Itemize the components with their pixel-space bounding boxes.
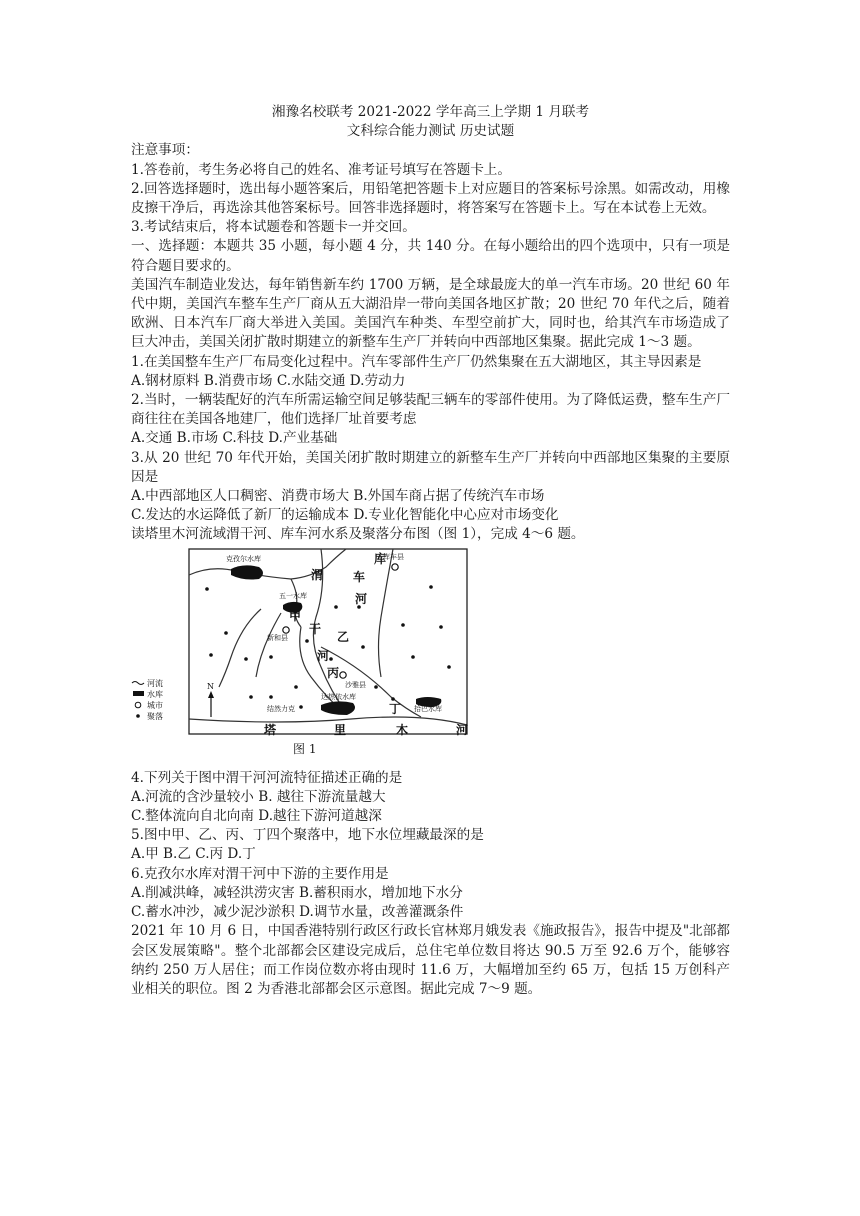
- legend-settlement-icon: [136, 714, 140, 718]
- exam-content: [131, 103, 730, 999]
- label-yi: 乙: [337, 629, 350, 644]
- river-west-2: [256, 613, 281, 677]
- question-3-options-c-d: C.发达的水运降低了新厂的运输成本 D.专业化智能化中心应对市场变化: [131, 507, 559, 524]
- notice-item-3: 3.考试结束后，将本试题卷和答题卡一并交回。: [131, 219, 416, 236]
- label-ta: 塔: [264, 722, 277, 737]
- section-intro: 一、选择题：本题共 35 小题，每小题 4 分，共 140 分。在每小题给出的四个选项中，只有一项是符合题目要求的。: [131, 238, 730, 274]
- figure-1-caption: 图 1: [293, 741, 317, 756]
- label-he-kuche: 河: [355, 591, 368, 606]
- question-6-options-a-b: A.削减洪峰，减轻洪涝灾害 B.蓄积雨水，增加地下水分: [131, 884, 463, 901]
- label-shaya: 沙雅县: [345, 680, 366, 689]
- city-shaya: [340, 671, 346, 677]
- question-4-stem: 4.下列关于图中渭干河河流特征描述正确的是: [131, 769, 403, 786]
- question-2-stem: 2.当时，一辆装配好的汽车所需运输空间足够装配三辆车的零部件使用。为了降低运费，整车生产厂商往往在美国各地建厂，他们选择厂址首要考虑: [131, 392, 730, 428]
- label-ku: 库: [374, 551, 387, 566]
- label-xinhe: 新和县: [267, 633, 288, 642]
- city-kuche: [392, 563, 398, 569]
- svg-text:N: N: [207, 681, 214, 691]
- question-6-options-c-d: C.蓄水冲沙，减少泥沙淤积 D.调节水量，改善灌溉条件: [131, 904, 464, 921]
- label-mu: 木: [396, 722, 409, 737]
- legend-river-icon: [132, 681, 144, 684]
- label-bing: 丙: [327, 665, 340, 680]
- label-ding: 丁: [389, 701, 402, 716]
- label-wuyi: 五一水库: [279, 591, 307, 600]
- notice-item-2: 2.回答选择题时，选出每小题答案后，用铅笔把答题卡上对应题目的答案标号涂黑。如需改动，用橡皮擦干净后，再选涂其他答案标号。回答非选择题时，将答案写在答题卡上。写在本试卷上无效。: [131, 180, 730, 217]
- city-xinhe: [283, 626, 289, 632]
- exam-subtitle: 文科综合能力测试 历史试题: [346, 123, 515, 140]
- river-map-svg: [131, 547, 491, 757]
- notice-heading: 注意事项：: [131, 142, 199, 159]
- legend-city-icon: [135, 702, 141, 708]
- figure-1-map: [131, 547, 730, 769]
- label-yangsha: 拾巴水库: [414, 704, 442, 713]
- exam-title: 湘豫名校联考 2021-2022 学年高三上学期 1 月联考: [271, 104, 590, 120]
- label-gan: 干: [309, 621, 322, 636]
- passage-1: 美国汽车制造业发达，每年销售新车约 1700 万辆，是全球最庞大的单一汽车市场。20 世纪 60 年代中期，美国汽车整车生产厂商从五大湖沿岸一带向美国各地区扩散；20 世纪 70 年代之后，随着欧洲、日本汽车厂商大举进入美国。美国汽车种类、车型空前扩大，同时也，给其汽车市场造成了 巨大冲击，美国关闭扩散时期建立的新整车生产厂并转向中西部地区集聚。据此完成 1～3 题。: [131, 276, 730, 351]
- question-6-stem: 6.克孜尔水库对渭干河中下游的主要作用是: [131, 865, 389, 882]
- question-5-stem: 5.图中甲、乙、丙、丁四个聚落中，地下水位埋藏最深的是: [131, 827, 484, 844]
- label-wei: 渭: [311, 567, 324, 582]
- river-west-1: [219, 609, 261, 687]
- legend-settlement: 聚落: [147, 711, 163, 721]
- question-1-stem: 1.在美国整车生产厂布局变化过程中。汽车零部件生产厂仍然集聚在五大湖地区，其主导因素是: [131, 353, 702, 370]
- label-he-tarim: 河: [456, 722, 469, 737]
- passage-2: 读塔里木河流域渭干河、库车河水系及聚落分布图（图 1），完成 4～6 题。: [131, 526, 585, 543]
- kuche-river: [379, 549, 394, 677]
- question-1-options: A.钢材原料 B.消费市场 C.水陆交通 D.劳动力: [131, 372, 406, 389]
- north-arrow-icon: [207, 682, 214, 717]
- question-4-options-a-b: A.河流的含沙量较小 B. 越往下游流量越大: [131, 788, 386, 805]
- map-legend: [132, 678, 163, 721]
- label-che: 车: [353, 569, 366, 584]
- question-4-options-c-d: C.整体流向自北向南 D.越往下游河道越深: [131, 808, 382, 825]
- label-jieran: 结然力克: [267, 704, 295, 713]
- question-2-options: A.交通 B.市场 C.科技 D.产业基础: [131, 430, 338, 447]
- label-kezier: 克孜尔水库: [226, 554, 261, 563]
- question-3-stem: 3.从 20 世纪 70 年代开始，美国关闭扩散时期建立的新整车生产厂并转向中西部地区集聚的主要原因是: [131, 449, 730, 485]
- legend-reservoir: 水库: [147, 689, 163, 699]
- darehe-reservoir: [321, 701, 355, 715]
- question-3-options-a-b: A.中西部地区人口稠密、消费市场大 B.外国车商占据了传统汽车市场: [131, 488, 545, 505]
- passage-3: 2021 年 10 月 6 日，中国香港特别行政区行政长官林郑月娥发表《施政报告》，报告中提及"北部都会区发展策略"。整个北部都会区建设完成后，总住宅单位数目将达 90.5 万至 92.6 万个，能够容纳约 250 万人居住；而工作岗位数亦将由现时 11.6 万，大幅增加至约 65 万，包括 15 万创科产业相关的职位。图 2 为香港北部都会区示意图。据此完成 7～9 题。: [131, 923, 730, 997]
- label-he-weigan: 河: [317, 648, 330, 663]
- legend-river: 河流: [147, 678, 163, 688]
- legend-reservoir-icon: [133, 691, 144, 696]
- label-li: 里: [334, 722, 347, 737]
- question-5-options: A.甲 B.乙 C.丙 D.丁: [131, 846, 256, 863]
- kezier-reservoir: [231, 565, 263, 579]
- settlement-dots: [205, 585, 451, 709]
- tarim-river: [189, 717, 467, 725]
- label-jia: 甲: [289, 608, 302, 623]
- legend-city: 城市: [147, 700, 163, 710]
- label-kuche-county: 库车县: [383, 552, 404, 561]
- label-darehe: 达热依水库: [321, 692, 356, 701]
- notice-item-1: 1.答卷前，考生务必将自己的姓名、准考证号填写在答题卡上。: [131, 161, 511, 178]
